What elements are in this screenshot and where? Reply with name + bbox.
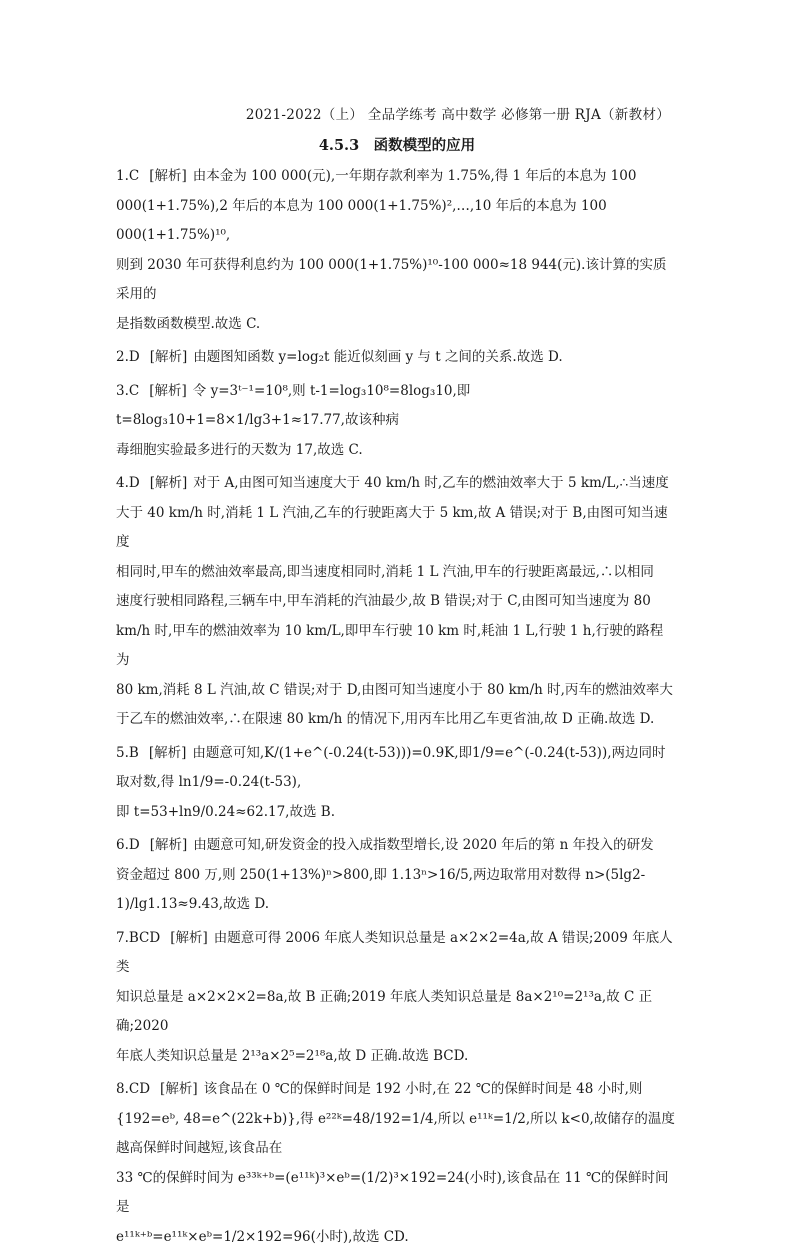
question-number: 8. (116, 1081, 129, 1097)
answer-choice: B (128, 744, 139, 761)
analysis-text: 由题意可知,研发资金的投入成指数型增长,设 2020 年后的第 n 年投入的研发 (193, 837, 654, 853)
analysis-tag: [解析] (149, 168, 187, 184)
analysis-text: 由本金为 100 000(元),一年期存款利率为 1.75%,得 1 年后的本息为 100 (192, 168, 637, 184)
analysis-text: 由题图知函数 y=log₂t 能近似刻画 y 与 t 之间的关系.故选 D. (193, 349, 563, 365)
answer-line (116, 739, 676, 798)
answer-choice: D (128, 837, 140, 853)
analysis-text: 令 y=3ᵗ⁻¹=10⁸,则 t-1=log₃10⁸=8log₃10,即 t=8log₃10+1=8×1/lg3+1≈17.77,故该种病 (116, 382, 471, 428)
answer-line: 33 ℃的保鲜时间为 e³³ᵏ⁺ᵇ=(e¹¹ᵏ)³×eᵇ=(1/2)³×192=24(小时),该食品在 11 ℃的保鲜时间是 (116, 1169, 669, 1215)
answer-line: 是指数函数模型.故选 C. (116, 315, 261, 332)
answer-line: 毒细胞实验最多进行的天数为 17,故选 C. (116, 441, 363, 458)
answer-item-6 (116, 831, 676, 920)
analysis-tag: [解析] (149, 382, 187, 399)
analysis-tag: [解析] (149, 349, 188, 365)
answer-choice: C (128, 382, 140, 399)
answer-choice: C (128, 168, 140, 184)
question-number: 2. (116, 349, 129, 365)
answer-line: e¹¹ᵏ⁺ᵇ=e¹¹ᵏ×eᵇ=1/2×192=96(小时),故选 CD. (116, 1228, 409, 1245)
answer-line (116, 469, 676, 499)
answer-line: 资金超过 800 万,则 250(1+13%)ⁿ>800,即 1.13ⁿ>16/5,两边取常用对数得 n>(5lg2-1)/lg1.13≈9.43,故选 D. (116, 866, 646, 912)
answer-item-5 (116, 739, 676, 828)
answer-choice: BCD (128, 929, 161, 946)
answer-line: km/h 时,甲车的燃油效率为 10 km/L,即甲车行驶 10 km 时,耗油 1 L,行驶 1 h,行驶的路程为 (116, 622, 664, 668)
answer-choice: D (128, 349, 140, 365)
analysis-tag: [解析] (149, 475, 188, 491)
answer-item-8 (116, 1075, 676, 1252)
answer-line: 于乙车的燃油效率,∴在限速 80 km/h 的情况下,用丙车比用乙车更省油,故 D 正确.故选 D. (116, 711, 655, 727)
answer-choice: D (128, 475, 140, 491)
answer-line (116, 162, 676, 192)
answer-item-2 (116, 343, 676, 373)
question-number: 6. (116, 837, 129, 853)
answer-item-1 (116, 162, 676, 339)
answer-line: 知识总量是 a×2×2×2=8a,故 B 正确;2019 年底人类知识总量是 8a×2¹⁰=2¹³a,故 C 正确;2020 (116, 988, 653, 1034)
question-number: 3. (116, 382, 129, 399)
answer-item-4 (116, 469, 676, 735)
question-number: 7. (116, 929, 129, 946)
answer-line: 大于 40 km/h 时,消耗 1 L 汽油,乙车的行驶距离大于 5 km,故 A 错误;对于 B,由图可知当速度 (116, 504, 668, 550)
analysis-tag: [解析] (160, 1081, 198, 1097)
answer-line (116, 924, 676, 983)
section-title: 4.5.3 函数模型的应用 (318, 137, 476, 154)
question-number: 5. (116, 744, 129, 761)
answer-line: 速度行驶相同路程,三辆车中,甲车消耗的汽油最少,故 B 错误;对于 C,由图可知当速度为 80 (116, 593, 651, 609)
question-number: 4. (116, 475, 129, 491)
question-number: 1. (116, 168, 129, 184)
analysis-tag: [解析] (149, 837, 188, 853)
analysis-text: 由题意可知,K/(1+e^(-0.24(t-53)))=0.9K,即1/9=e^(-0.24(t-53)),两边同时取对数,得 ln1/9=-0.24(t-53), (116, 744, 666, 790)
analysis-tag: [解析] (148, 744, 187, 761)
answer-line (116, 343, 676, 373)
answer-line: 则到 2030 年可获得利息约为 100 000(1+1.75%)¹⁰-100 000≈18 944(元).该计算的实质采用的 (116, 256, 667, 302)
answer-list (116, 162, 676, 1256)
answer-choice: CD (128, 1081, 151, 1097)
answer-line: 年底人类知识总量是 2¹³a×2⁵=2¹⁸a,故 D 正确.故选 BCD. (116, 1047, 469, 1064)
answer-line: 即 t=53+ln9/0.24≈62.17,故选 B. (116, 803, 335, 820)
answer-line (116, 377, 676, 436)
answer-line: {192=eᵇ, 48=e^(22k+b)},得 e²²ᵏ=48/192=1/4,所以 e¹¹ᵏ=1/2,所以 k<0,故储存的温度越高保鲜时间越短,该食品在 (116, 1110, 675, 1156)
answer-line: 000(1+1.75%),2 年后的本息为 100 000(1+1.75%)²,…,10 年后的本息为 100 000(1+1.75%)¹⁰, (116, 197, 607, 243)
answer-line (116, 831, 676, 861)
analysis-tag: [解析] (170, 929, 208, 946)
answer-item-7 (116, 924, 676, 1072)
answer-line: 相同时,甲车的燃油效率最高,即当速度相同时,消耗 1 L 汽油,甲车的行驶距离最远,∴以相同 (116, 563, 654, 580)
answer-line: 80 km,消耗 8 L 汽油,故 C 错误;对于 D,由图可知当速度小于 80 km/h 时,丙车的燃油效率大 (116, 681, 673, 698)
answer-line (116, 1075, 676, 1105)
page-header: 2021-2022（上） 全品学练考 高中数学 必修第一册 RJA（新教材） (245, 107, 670, 123)
analysis-text: 对于 A,由图可知当速度大于 40 km/h 时,乙车的燃油效率大于 5 km/L,∴当速度 (193, 475, 669, 491)
analysis-text: 由题意可得 2006 年底人类知识总量是 a×2×2=4a,故 A 错误;2009 年底人类 (116, 929, 673, 975)
analysis-text: 该食品在 0 ℃的保鲜时间是 192 小时,在 22 ℃的保鲜时间是 48 小时,则 (203, 1081, 643, 1097)
answer-item-3 (116, 377, 676, 466)
